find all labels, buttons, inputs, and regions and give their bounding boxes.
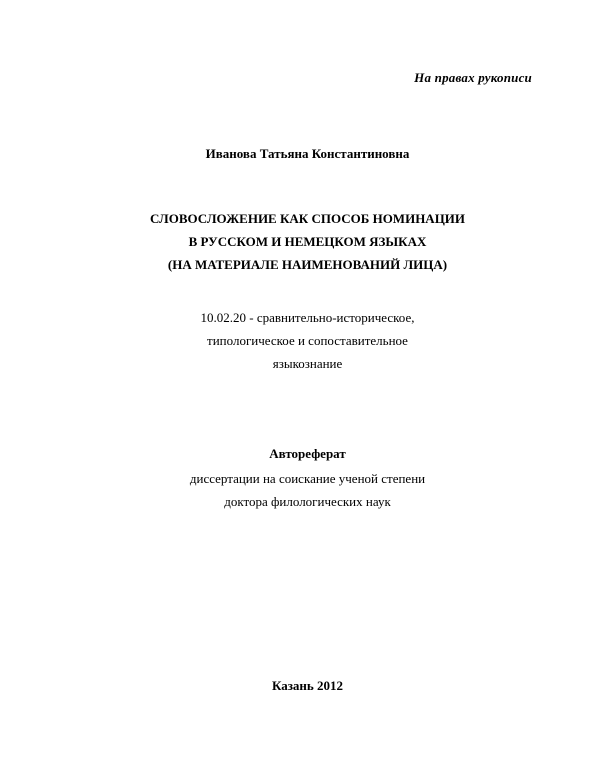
author-name: Иванова Татьяна Константиновна [205,146,410,161]
dissertation-title [0,207,599,276]
title-line: (НА МАТЕРИАЛЕ НАИМЕНОВАНИЙ ЛИЦА) [167,257,448,272]
title-line: СЛОВОСЛОЖЕНИЕ КАК СПОСОБ НОМИНАЦИИ [149,211,466,226]
degree-line: диссертации на соискание ученой степени [189,471,426,486]
abstract-label: Автореферат [269,446,346,461]
specialty-line: 10.02.20 - сравнительно-историческое, [200,310,415,325]
rights-notice: На правах рукописи [414,70,532,85]
title-line: В РУССКОМ И НЕМЕЦКОМ ЯЗЫКАХ [188,234,427,249]
specialty-line: типологическое и сопоставительное [207,333,408,348]
degree-line: доктора филологических наук [224,494,391,509]
city-year: Казань 2012 [271,678,344,693]
specialty-block [0,306,599,375]
specialty-line: языкознание [272,356,343,371]
degree-block [0,467,599,513]
